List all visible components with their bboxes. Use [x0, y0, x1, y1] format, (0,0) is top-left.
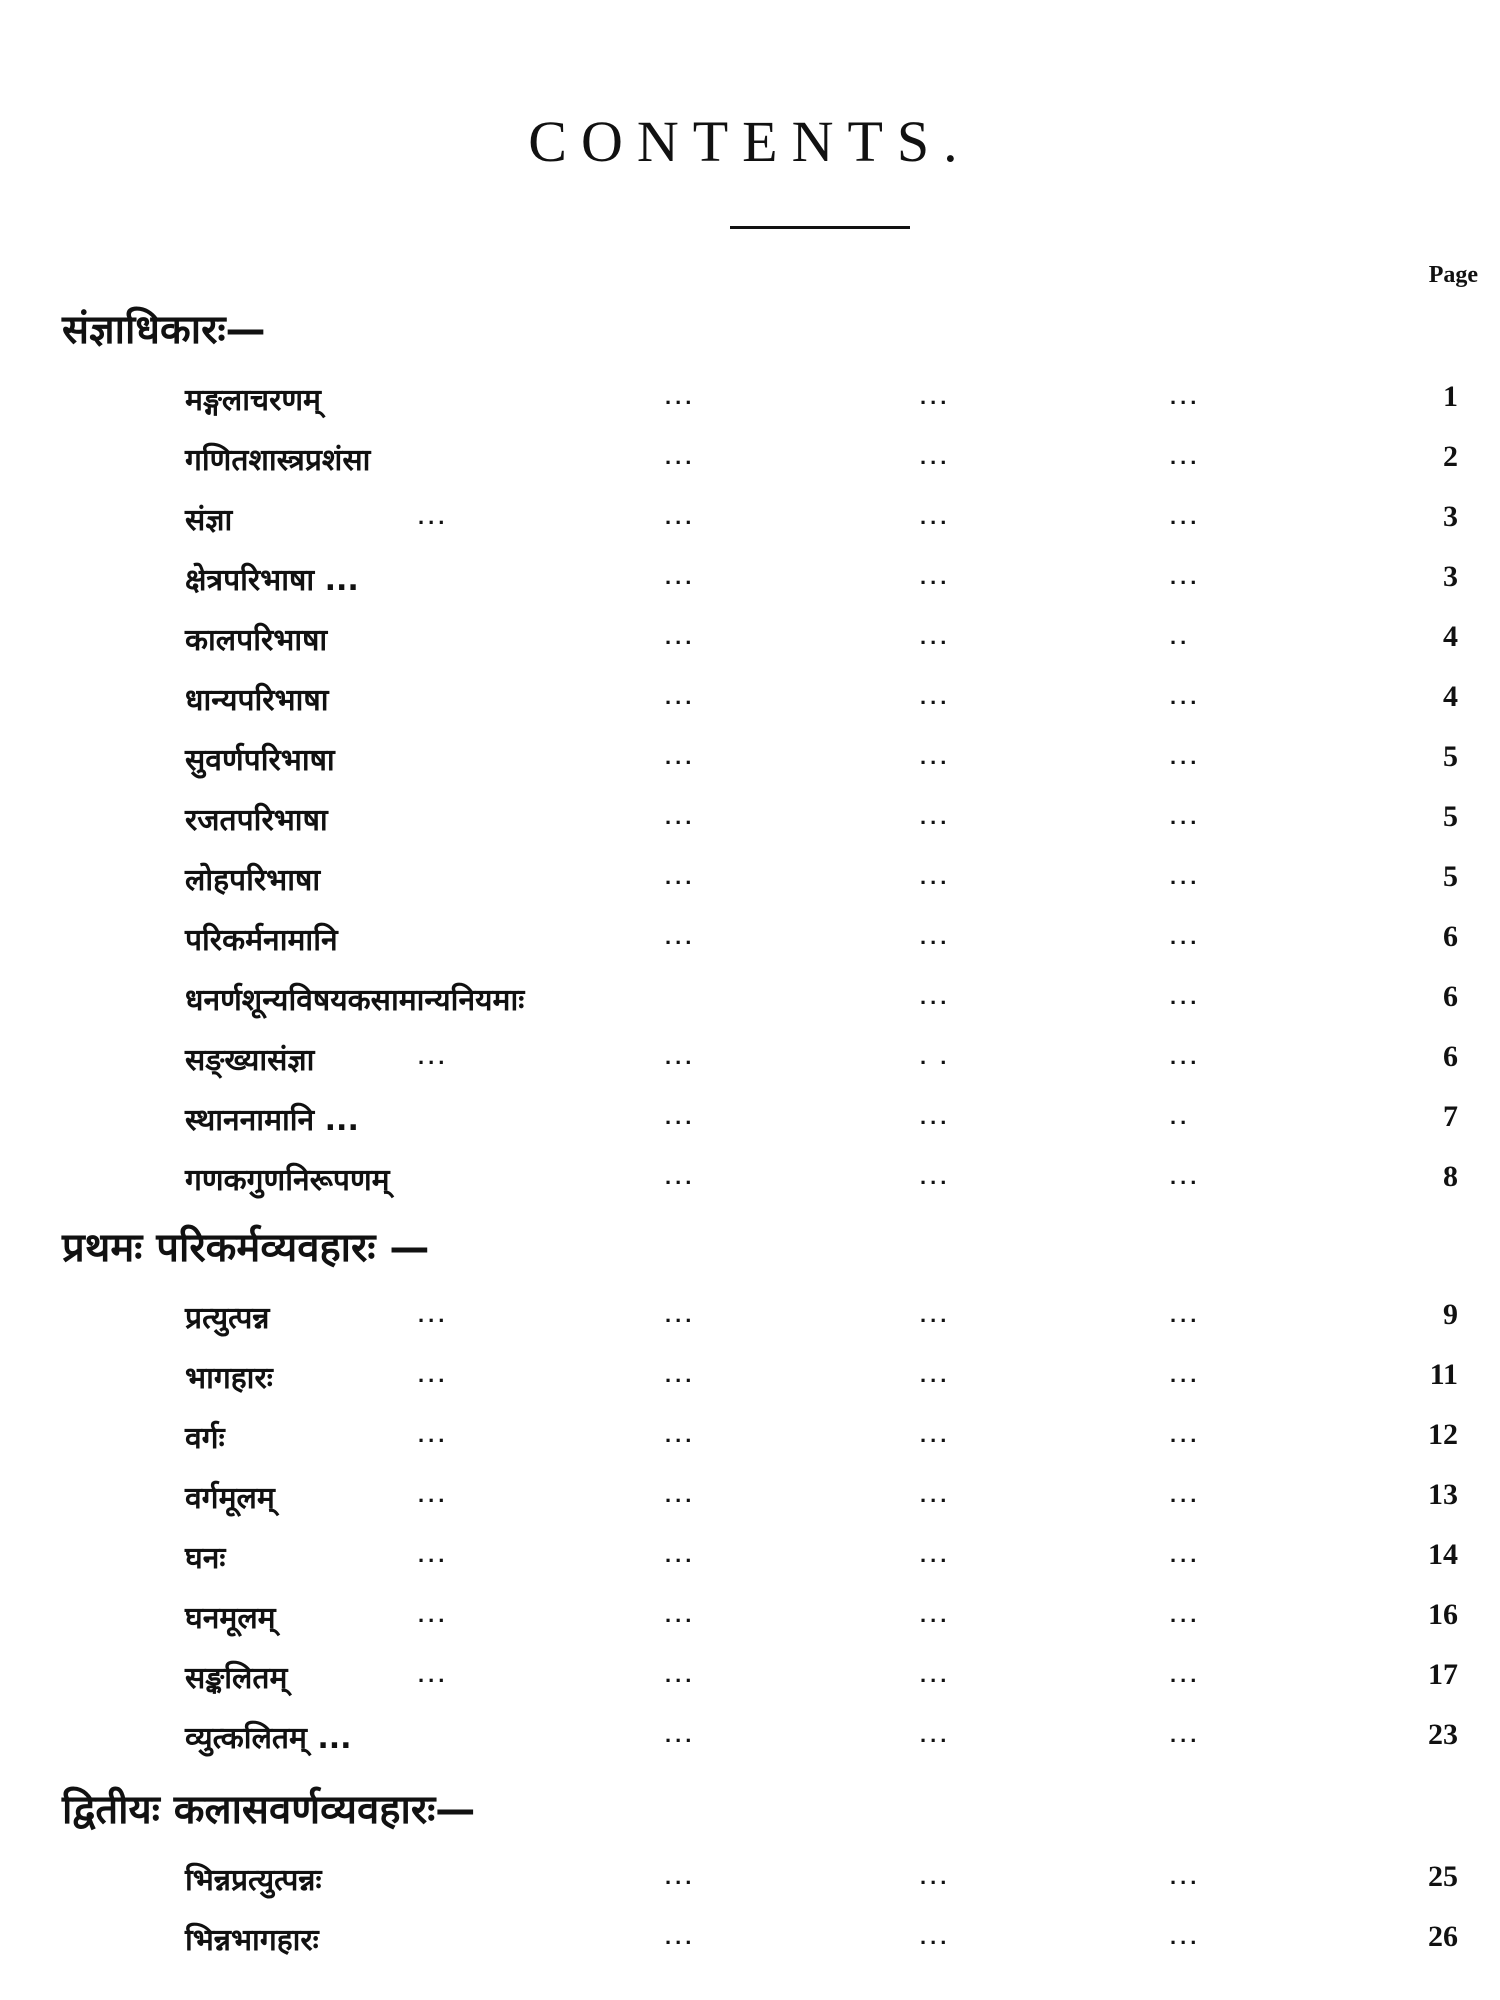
leader-dots: ...: [665, 684, 696, 709]
leader-dots: ...: [665, 1662, 696, 1687]
page-title: CONTENTS.: [528, 109, 972, 174]
entry-page-number: 4: [1443, 680, 1458, 713]
leader-dots: ...: [1170, 1542, 1201, 1567]
leader-dots: ...: [920, 384, 951, 409]
leader-dots: ...: [920, 1542, 951, 1567]
leader-dots: ...: [418, 504, 449, 529]
leader-dots: ...: [418, 1302, 449, 1327]
leader-dots: . .: [920, 1044, 951, 1069]
entry-title: कालपरिभाषा: [185, 623, 328, 658]
leader-dots: ...: [1170, 984, 1201, 1009]
leader-dots: ...: [418, 1362, 449, 1387]
leader-dots: ...: [1170, 1422, 1201, 1447]
entry-page-number: 3: [1443, 500, 1458, 533]
leader-dots: ...: [920, 804, 951, 829]
leader-dots: ...: [1170, 564, 1201, 589]
entry-title: प्रत्युत्पन्न: [185, 1301, 270, 1336]
entry-title: मङ्गलाचरणम्: [185, 383, 321, 418]
entry-title: वर्गः: [185, 1421, 225, 1456]
leader-dots: ...: [920, 1422, 951, 1447]
leader-dots: ...: [920, 1482, 951, 1507]
leader-dots: ...: [920, 984, 951, 1009]
toc-entry[interactable]: [0, 378, 1500, 426]
leader-dots: ...: [1170, 384, 1201, 409]
entry-page-number: 6: [1443, 980, 1458, 1013]
entry-title: सुवर्णपरिभाषा: [185, 743, 335, 778]
entry-title: क्षेत्रपरिभाषा ...: [185, 563, 359, 598]
leader-dots: ...: [1170, 1482, 1201, 1507]
leader-dots: ...: [665, 1164, 696, 1189]
title-rule: [730, 226, 910, 229]
leader-dots: ...: [665, 1044, 696, 1069]
section-heading: संज्ञाधिकारः—: [62, 307, 266, 353]
leader-dots: ...: [665, 1722, 696, 1747]
toc-entry[interactable]: [0, 738, 1500, 786]
leader-dots: ...: [665, 1362, 696, 1387]
toc-entry[interactable]: [0, 1716, 1500, 1764]
leader-dots: ...: [665, 1602, 696, 1627]
entry-page-number: 14: [1428, 1538, 1458, 1571]
leader-dots: ...: [920, 444, 951, 469]
toc-entry[interactable]: [0, 1476, 1500, 1524]
leader-dots: ...: [665, 1542, 696, 1567]
entry-title: गणकगुणनिरूपणम्: [185, 1163, 390, 1198]
toc-entry[interactable]: [0, 678, 1500, 726]
leader-dots: ...: [665, 1104, 696, 1129]
leader-dots: ...: [665, 444, 696, 469]
leader-dots: ...: [418, 1542, 449, 1567]
section-heading: प्रथमः परिकर्मव्यवहारः —: [62, 1225, 430, 1271]
toc-entry[interactable]: [0, 858, 1500, 906]
entry-title: सङ्ख्यासंज्ञा: [185, 1043, 315, 1078]
leader-dots: ...: [1170, 804, 1201, 829]
leader-dots: ...: [665, 744, 696, 769]
entry-page-number: 8: [1443, 1160, 1458, 1193]
leader-dots: ...: [920, 1164, 951, 1189]
entry-page-number: 4: [1443, 620, 1458, 653]
entry-title: भागहारः: [185, 1361, 273, 1396]
leader-dots: ...: [1170, 864, 1201, 889]
toc-entry[interactable]: [0, 1536, 1500, 1584]
entry-page-number: 25: [1428, 1860, 1458, 1893]
leader-dots: ...: [1170, 444, 1201, 469]
leader-dots: ...: [665, 1924, 696, 1949]
toc-entry[interactable]: [0, 1858, 1500, 1906]
leader-dots: ...: [1170, 1864, 1201, 1889]
entry-title: भिन्नप्रत्युत्पन्नः: [185, 1863, 322, 1898]
entry-page-number: 9: [1443, 1298, 1458, 1331]
leader-dots: ...: [920, 1924, 951, 1949]
entry-title: धान्यपरिभाषा: [185, 683, 329, 718]
entry-page-number: 11: [1429, 1358, 1458, 1391]
toc-entry[interactable]: [0, 978, 1500, 1026]
section-heading: द्वितीयः कलासवर्णव्यवहारः—: [62, 1787, 476, 1833]
leader-dots: ...: [665, 624, 696, 649]
entry-page-number: 12: [1428, 1418, 1458, 1451]
leader-dots: ...: [418, 1662, 449, 1687]
toc-entry[interactable]: [0, 1098, 1500, 1146]
toc-entry[interactable]: [0, 1918, 1500, 1966]
entry-title: सङ्कलितम्: [185, 1661, 288, 1696]
leader-dots: ..: [1170, 624, 1191, 649]
entry-title: रजतपरिभाषा: [185, 803, 328, 838]
leader-dots: ...: [1170, 504, 1201, 529]
entry-title: वर्गमूलम्: [185, 1481, 275, 1516]
leader-dots: ...: [665, 504, 696, 529]
leader-dots: ...: [920, 1104, 951, 1129]
toc-entry[interactable]: [0, 1416, 1500, 1464]
entry-page-number: 3: [1443, 560, 1458, 593]
leader-dots: ...: [920, 624, 951, 649]
entry-title: लोहपरिभाषा: [185, 863, 321, 898]
entry-title: संज्ञा: [185, 503, 233, 538]
leader-dots: ...: [1170, 924, 1201, 949]
toc-entry[interactable]: [0, 438, 1500, 486]
leader-dots: ...: [418, 1044, 449, 1069]
toc-entry[interactable]: [0, 558, 1500, 606]
entry-page-number: 13: [1428, 1478, 1458, 1511]
toc-entry[interactable]: [0, 1158, 1500, 1206]
toc-entry[interactable]: [0, 618, 1500, 666]
leader-dots: ...: [1170, 1362, 1201, 1387]
leader-dots: ...: [665, 1864, 696, 1889]
entry-title: व्युत्कलितम् ...: [185, 1721, 352, 1756]
toc-entry[interactable]: [0, 1356, 1500, 1404]
leader-dots: ...: [1170, 1924, 1201, 1949]
entry-title: घनमूलम्: [185, 1601, 276, 1636]
toc-entry[interactable]: [0, 498, 1500, 546]
leader-dots: ...: [920, 1302, 951, 1327]
toc-entry[interactable]: [0, 1656, 1500, 1704]
leader-dots: ...: [665, 384, 696, 409]
entry-page-number: 1: [1443, 380, 1458, 413]
leader-dots: ...: [665, 864, 696, 889]
toc-entry[interactable]: [0, 1296, 1500, 1344]
leader-dots: ...: [1170, 1302, 1201, 1327]
leader-dots: ...: [1170, 1164, 1201, 1189]
leader-dots: ...: [920, 684, 951, 709]
toc-entry[interactable]: [0, 1038, 1500, 1086]
leader-dots: ...: [418, 1482, 449, 1507]
entry-title: स्थाननामानि ...: [185, 1103, 359, 1138]
entry-page-number: 6: [1443, 1040, 1458, 1073]
leader-dots: ..: [1170, 1104, 1191, 1129]
toc-entry[interactable]: [0, 918, 1500, 966]
leader-dots: ...: [1170, 744, 1201, 769]
leader-dots: ...: [920, 864, 951, 889]
leader-dots: ...: [665, 924, 696, 949]
toc-entry[interactable]: [0, 1596, 1500, 1644]
leader-dots: ...: [665, 1422, 696, 1447]
entry-title: परिकर्मनामानि: [185, 923, 338, 958]
entry-title: घनः: [185, 1541, 226, 1576]
entry-page-number: 5: [1443, 800, 1458, 833]
entry-page-number: 26: [1428, 1920, 1458, 1953]
leader-dots: ...: [920, 924, 951, 949]
leader-dots: ...: [665, 804, 696, 829]
leader-dots: ...: [1170, 1662, 1201, 1687]
entry-page-number: 5: [1443, 860, 1458, 893]
leader-dots: ...: [920, 1722, 951, 1747]
entry-page-number: 17: [1428, 1658, 1458, 1691]
leader-dots: ...: [920, 504, 951, 529]
leader-dots: ...: [920, 744, 951, 769]
leader-dots: ...: [665, 564, 696, 589]
entry-page-number: 16: [1428, 1598, 1458, 1631]
leader-dots: ...: [1170, 684, 1201, 709]
leader-dots: ...: [920, 1662, 951, 1687]
leader-dots: ...: [920, 1864, 951, 1889]
entry-title: गणितशास्त्रप्रशंसा: [185, 443, 371, 478]
leader-dots: ...: [418, 1602, 449, 1627]
leader-dots: ...: [920, 1362, 951, 1387]
leader-dots: ...: [665, 1482, 696, 1507]
entry-page-number: 5: [1443, 740, 1458, 773]
entry-title: धनर्णशून्यविषयकसामान्यनियमाः: [185, 983, 525, 1018]
leader-dots: ...: [920, 1602, 951, 1627]
entry-page-number: 7: [1443, 1100, 1458, 1133]
entry-page-number: 23: [1428, 1718, 1458, 1751]
leader-dots: ...: [418, 1422, 449, 1447]
leader-dots: ...: [920, 564, 951, 589]
entry-title: भिन्नभागहारः: [185, 1923, 319, 1958]
toc-entry[interactable]: [0, 798, 1500, 846]
leader-dots: ...: [665, 1302, 696, 1327]
page-column-label: Page: [1428, 262, 1478, 288]
entry-page-number: 2: [1443, 440, 1458, 473]
leader-dots: ...: [1170, 1044, 1201, 1069]
leader-dots: ...: [1170, 1722, 1201, 1747]
entry-page-number: 6: [1443, 920, 1458, 953]
leader-dots: ...: [1170, 1602, 1201, 1627]
